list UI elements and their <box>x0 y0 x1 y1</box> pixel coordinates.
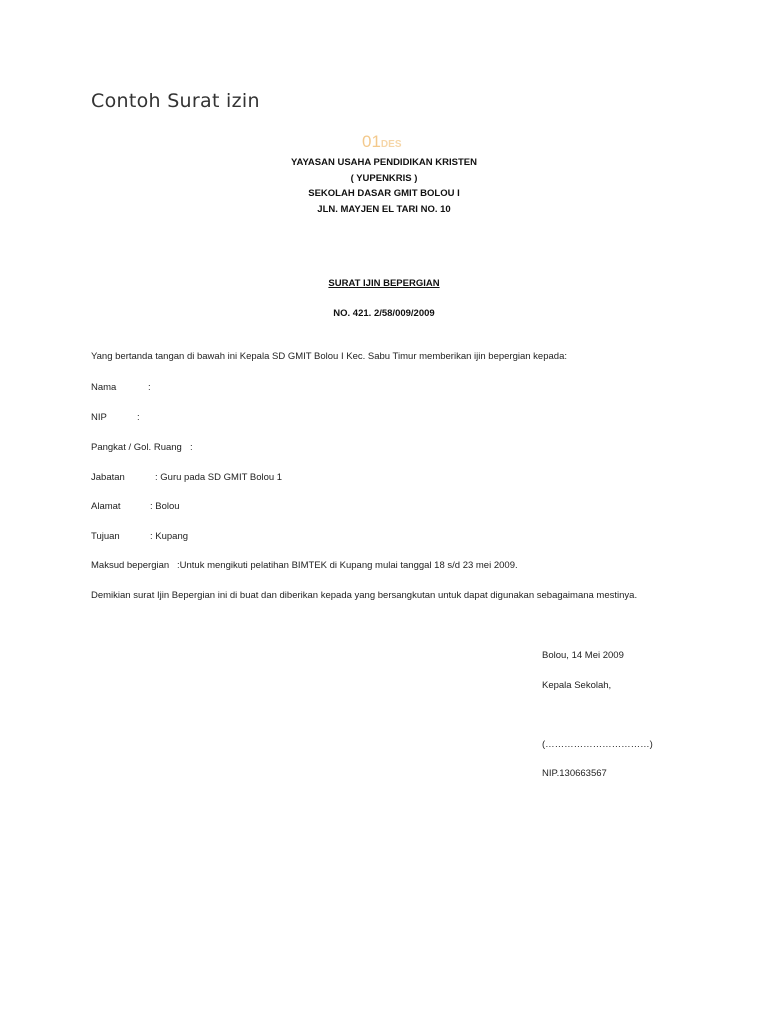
field-value: :Untuk mengikuti pelatihan BIMTEK di Kupang mulai tanggal 18 s/d 23 mei 2009. <box>177 560 518 571</box>
signature-place-date: Bolou, 14 Mei 2009 <box>542 650 624 661</box>
date-month: DES <box>380 139 402 150</box>
signature-role: Kepala Sekolah, <box>542 680 612 691</box>
letter-number: NO. 421. 2/58/009/2009 <box>333 308 435 319</box>
letterhead-school: SEKOLAH DASAR GMIT BOLOU I <box>308 188 460 199</box>
field-row-alamat <box>91 501 180 512</box>
letterhead-address: JLN. MAYJEN EL TARI NO. 10 <box>317 204 451 215</box>
field-value: : Guru pada SD GMIT Bolou 1 <box>155 472 283 483</box>
intro-paragraph: Yang bertanda tangan di bawah ini Kepala SD GMIT Bolou I Kec. Sabu Timur memberikan ijin bepergian kepada: <box>91 351 567 362</box>
field-row-pangkat <box>91 442 193 453</box>
field-label: Alamat <box>91 501 121 512</box>
letter-title-text: SURAT IJIN BEPERGIAN <box>328 278 440 289</box>
field-row-maksud <box>91 560 518 571</box>
signature-name-line: (……………………………) <box>542 739 653 750</box>
field-value: : <box>137 412 140 423</box>
field-row-jabatan <box>91 472 282 483</box>
letterhead-abbreviation: ( YUPENKRIS ) <box>350 173 418 184</box>
field-label: Maksud bepergian <box>91 560 170 571</box>
field-value: : Bolou <box>150 501 180 512</box>
field-row-tujuan <box>91 531 188 542</box>
date-badge <box>362 132 401 152</box>
field-label: Nama <box>91 382 117 393</box>
signature-nip: NIP.130663567 <box>542 768 607 779</box>
field-value: : <box>148 382 151 393</box>
date-day: 01 <box>362 132 381 151</box>
field-row-nama <box>91 382 151 393</box>
closing-paragraph: Demikian surat Ijin Bepergian ini di buat dan diberikan kepada yang bersangkutan untuk dapat digunakan sebagaimana mestinya. <box>91 590 638 601</box>
letterhead-foundation: YAYASAN USAHA PENDIDIKAN KRISTEN <box>291 157 477 168</box>
field-row-nip <box>91 412 140 423</box>
field-label: Tujuan <box>91 531 120 542</box>
field-label: NIP <box>91 412 107 423</box>
field-value: : Kupang <box>150 531 189 542</box>
field-value: : <box>190 442 193 453</box>
page-title: Contoh Surat izin <box>91 90 260 112</box>
field-label: Pangkat / Gol. Ruang <box>91 442 182 453</box>
letter-title <box>0 278 768 289</box>
field-label: Jabatan <box>91 472 125 483</box>
